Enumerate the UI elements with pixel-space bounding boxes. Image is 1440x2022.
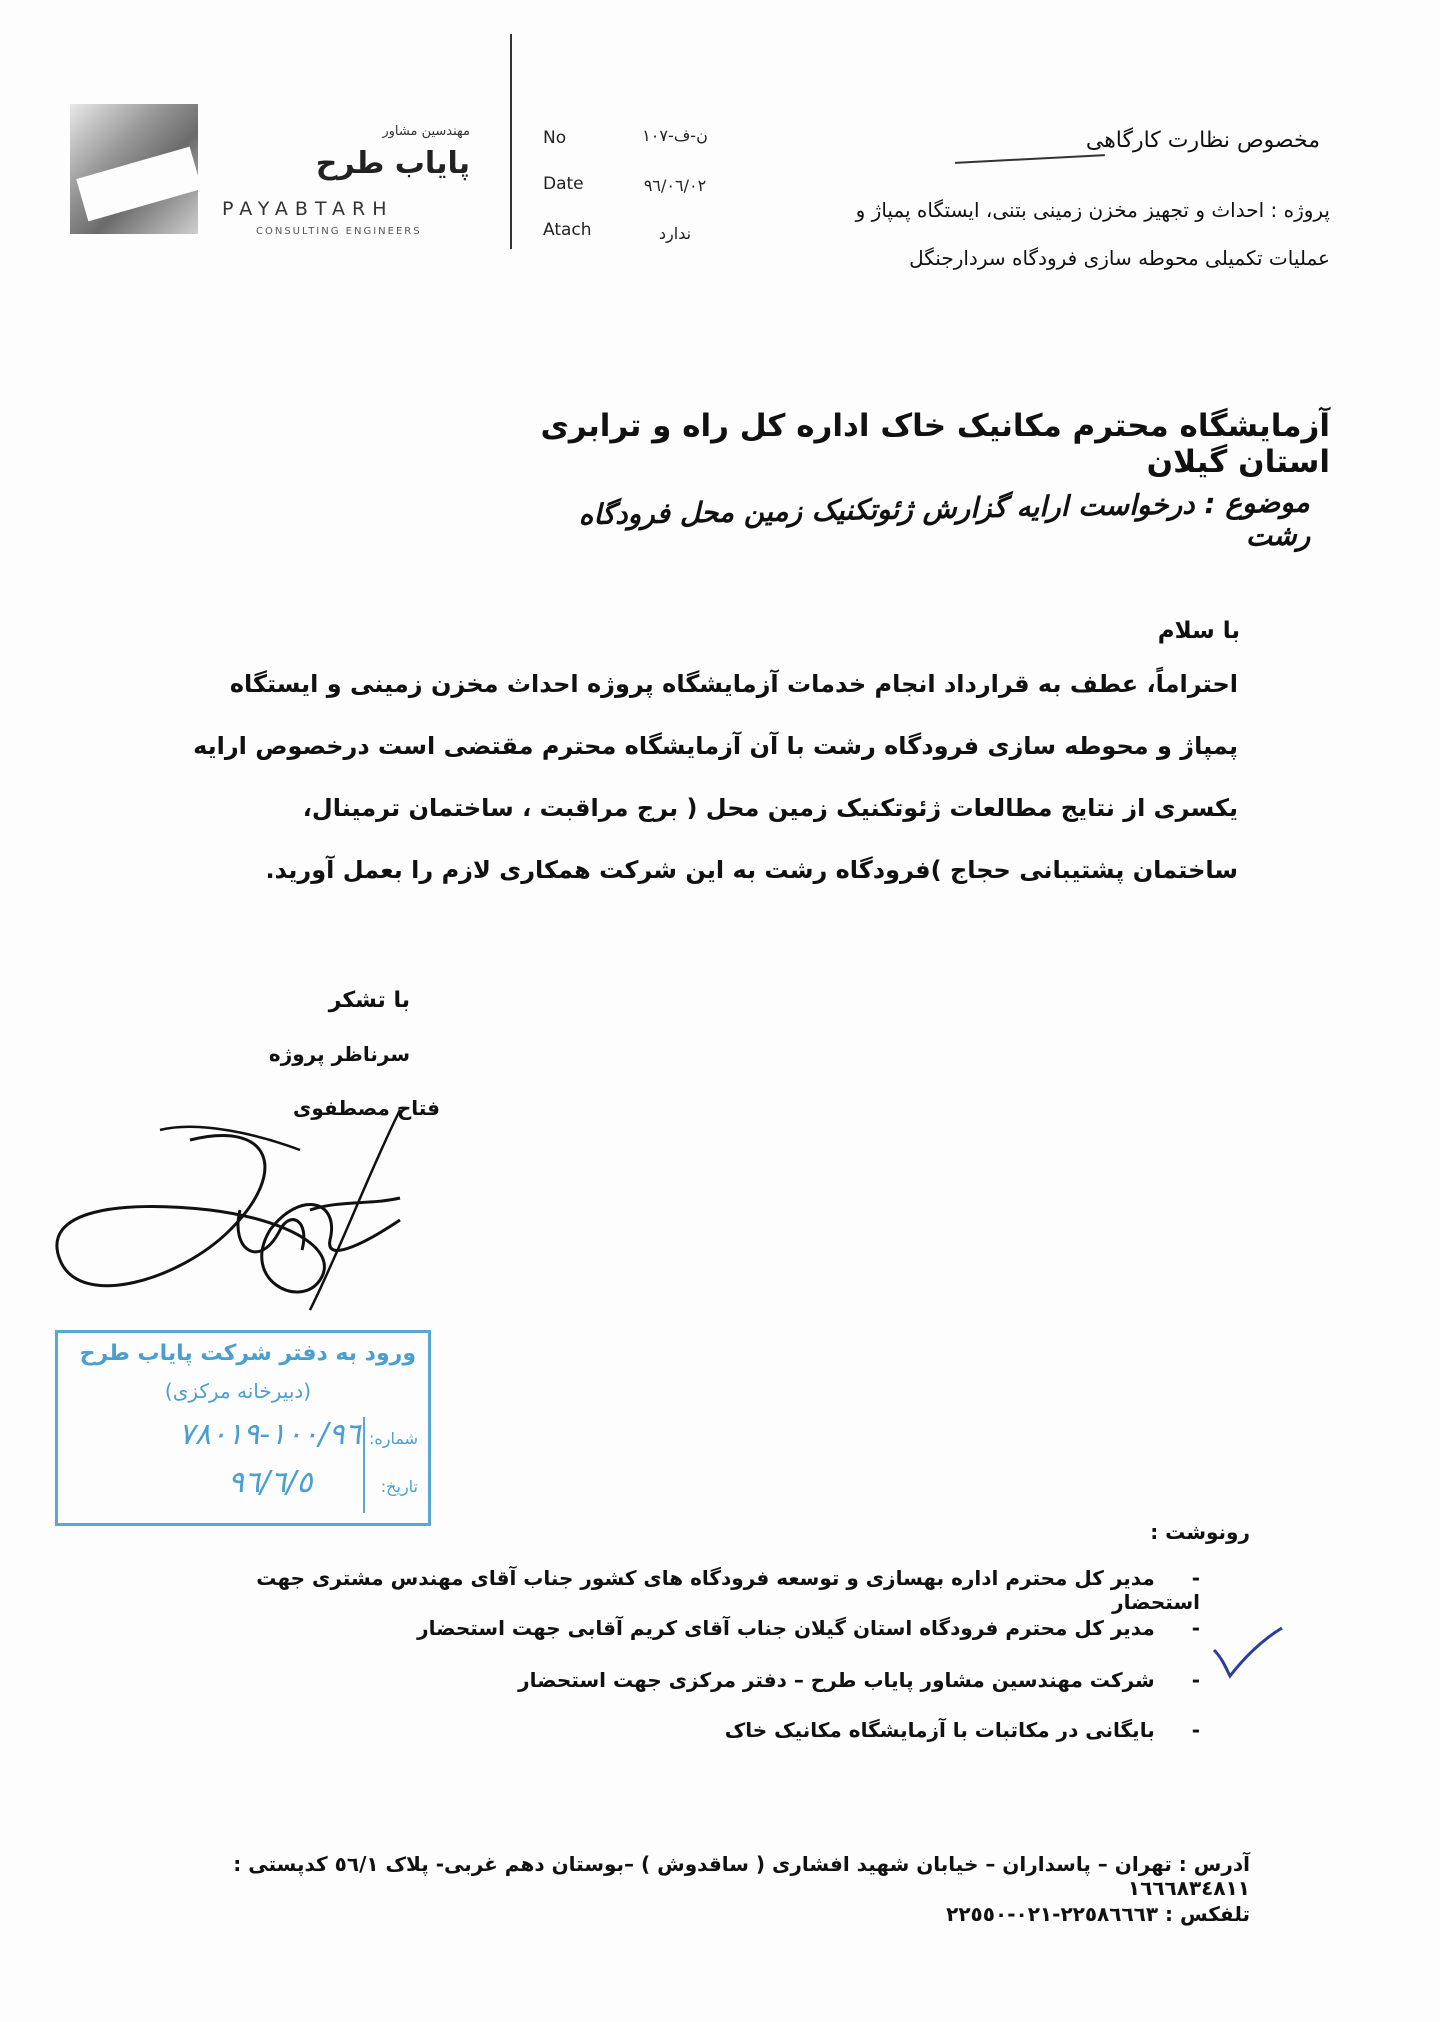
no-value: ن-ف-١٠٧	[642, 126, 708, 145]
logo-mark	[76, 147, 202, 222]
stamp-subtitle: (دبیرخانه مرکزی)	[164, 1379, 312, 1403]
date-value: ٩٦/٠٦/٠٢	[643, 176, 707, 195]
header-divider	[510, 34, 512, 249]
no-label: No	[543, 128, 567, 148]
stamp-number-value: ١٠٠/٩٦-٧٨٠١٩	[178, 1417, 361, 1452]
copy-item	[200, 1616, 1200, 1640]
stamp-date-label: تاریخ:	[380, 1477, 418, 1496]
body-line: ساختمان پشتیبانی حجاج )فرودگاه رشت به این شرکت همکاری لازم را بعمل آورید.	[265, 856, 1238, 884]
header-title: مخصوص نظارت کارگاهی	[1085, 128, 1320, 153]
body-line: احتراماً، عطف به قرارداد انجام خدمات آزمایشگاه پروژه احداث مخزن زمینی و ایستگاه	[229, 670, 1238, 698]
project-line-1: پروژه : احداث و تجهیز مخزن زمینی بتنی، ایستگاه پمپاژ و	[855, 198, 1330, 222]
checkmark-icon	[1208, 1622, 1288, 1682]
signer-role: سرناظر پروژه	[268, 1042, 410, 1066]
attach-value: ندارد	[658, 224, 692, 243]
copy-text: مدیر کل محترم اداره بهسازی و توسعه فرودگاه های کشور جناب آقای مهندس مشتری جهت استحضار	[256, 1566, 1200, 1614]
handwritten-signature	[40, 1080, 460, 1340]
copy-item	[200, 1718, 1200, 1742]
registry-stamp	[55, 1330, 431, 1526]
date-label: Date	[543, 174, 584, 194]
copy-bullet: -	[1191, 1566, 1200, 1590]
subject: موضوع : درخواست ارایه گزارش ژئوتکنیک زمین محل فرودگاه رشت	[578, 485, 1311, 553]
body-line: یکسری از نتایج مطالعات ژئوتکنیک زمین محل ( برج مراقبت ، ساختمان ترمینال،	[302, 794, 1238, 822]
closing: با تشکر	[328, 988, 410, 1013]
stamp-date-row	[68, 1465, 418, 1500]
copies-heading: رونوشت :	[1150, 1520, 1250, 1544]
copy-bullet: -	[1191, 1718, 1200, 1742]
stamp-date-value: ٩٦/٦/٥	[227, 1465, 313, 1500]
logo-name-fa: پایاب طرح	[315, 146, 470, 181]
stamp-number-row	[68, 1417, 418, 1452]
attach-label: Atach	[543, 220, 592, 240]
company-logo	[70, 104, 198, 234]
footer-phone: تلفکس : ٢٢٥٨٦٦٦٣-٠٢١-٢٢٥٥٠	[946, 1902, 1250, 1926]
copy-item	[200, 1668, 1200, 1692]
logo-name-en: PAYABTARH	[222, 198, 394, 220]
header-title-underline	[955, 154, 1105, 164]
copy-item	[200, 1566, 1200, 1614]
logo-subtitle: مهندسین مشاور	[382, 124, 470, 139]
project-line-2: عملیات تکمیلی محوطه سازی فرودگاه سردارجنگل	[909, 246, 1330, 270]
stamp-number-label: شماره:	[368, 1429, 418, 1448]
signer-name: فتاح مصطفوی	[293, 1096, 440, 1120]
body-line: پمپاژ و محوطه سازی فرودگاه رشت با آن آزمایشگاه محترم مقتضی است درخصوص ارایه	[193, 732, 1238, 760]
copy-bullet: -	[1191, 1668, 1200, 1692]
footer-address: آدرس : تهران – پاسداران – خیابان شهید افشاری ( ساقدوش ) –بوستان دهم غربی- پلاک ٥٦/١ کدپستی : ١٦٦٦٨٣٤٨١١	[233, 1852, 1250, 1900]
copy-text: بایگانی در مکاتبات با آزمایشگاه مکانیک خاک	[724, 1718, 1155, 1742]
copy-bullet: -	[1191, 1616, 1200, 1640]
logo-tagline: CONSULTING ENGINEERS	[256, 226, 422, 237]
copy-text: شرکت مهندسین مشاور پایاب طرح – دفتر مرکزی جهت استحضار	[518, 1668, 1155, 1692]
copy-text: مدیر کل محترم فرودگاه استان گیلان جناب آقای کریم آقابی جهت استحضار	[417, 1616, 1155, 1640]
addressee: آزمایشگاه محترم مکانیک خاک اداره کل راه و ترابری استان گیلان	[540, 408, 1330, 480]
stamp-title: ورود به دفتر شرکت پایاب طرح	[79, 1341, 416, 1366]
greeting: با سلام	[1157, 618, 1240, 644]
